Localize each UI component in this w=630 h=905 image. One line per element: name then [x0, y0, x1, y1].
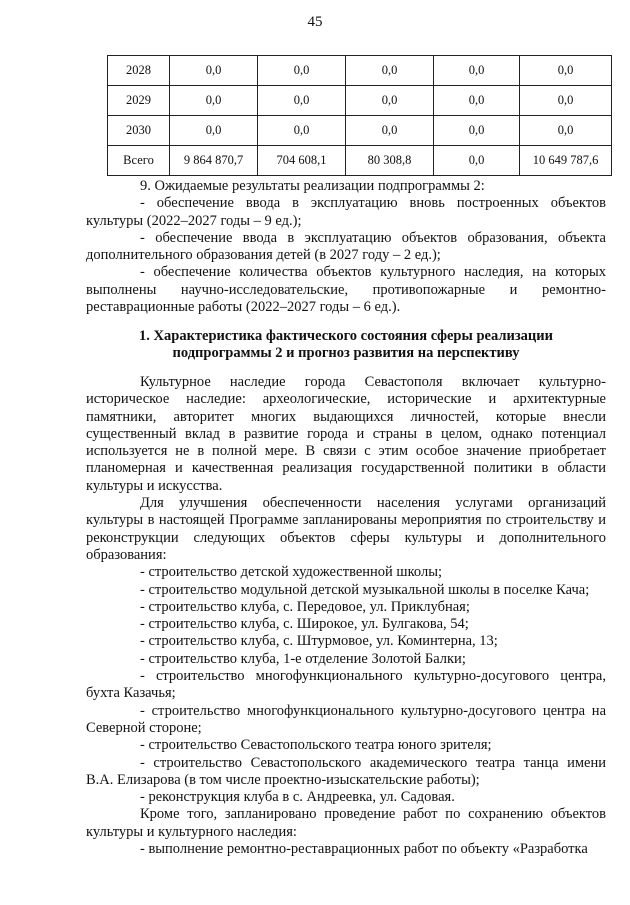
table-cell: 0,0: [258, 86, 346, 116]
list-item: - строительство многофункционального культурно-досугового центра, бухта Казачья;: [86, 668, 606, 702]
table-cell: 0,0: [434, 56, 520, 86]
paragraph: Для улучшения обеспеченности населения услугами организаций культуры в настоящей Программе запланированы мероприятия по строительству и реконструкции следующих объектов сферы культуры и дополнительного образования:: [86, 495, 606, 563]
table-cell: 0,0: [346, 86, 434, 116]
table-cell: 2029: [108, 86, 170, 116]
list-item: - строительство клуба, с. Широкое, ул. Булгакова, 54;: [140, 616, 469, 633]
section-title-line2: подпрограммы 2 и прогноз развития на перспективу: [172, 345, 520, 362]
table-row: [108, 86, 612, 116]
results-item: - обеспечение количества объектов культурного наследия, на которых выполнены научно-исследовательские, противопожарные и ремонтно-реставрационные работы (2022–2027 годы – 6 ед.).: [86, 264, 606, 316]
list-item: - строительство клуба, 1-е отделение Золотой Балки;: [140, 650, 466, 667]
table-cell: 0,0: [520, 86, 612, 116]
table-cell: 0,0: [434, 146, 520, 176]
table-cell: 0,0: [170, 116, 258, 146]
table-row: [108, 56, 612, 86]
list-item: - строительство модульной детской музыкальной школы в поселке Кача;: [140, 581, 590, 598]
table-cell: Всего: [108, 146, 170, 176]
table-cell: 80 308,8: [346, 146, 434, 176]
list-item: - строительство клуба, с. Штурмовое, ул. Коминтерна, 13;: [140, 633, 498, 650]
table-cell: 0,0: [170, 86, 258, 116]
table-cell: 0,0: [258, 116, 346, 146]
table-cell: 0,0: [434, 116, 520, 146]
table-row: [108, 146, 612, 176]
section-body: [86, 374, 606, 858]
table-cell: 0,0: [520, 56, 612, 86]
list-item: - строительство многофункционального культурно-досугового центра на Северной стороне;: [86, 702, 606, 736]
table-cell: 10 649 787,6: [520, 146, 612, 176]
table-row: [108, 116, 612, 146]
table-cell: 9 864 870,7: [170, 146, 258, 176]
table-cell: 0,0: [346, 56, 434, 86]
table-cell: 0,0: [170, 56, 258, 86]
results-heading: 9. Ожидаемые результаты реализации подпрограммы 2:: [140, 178, 485, 194]
table-cell: 0,0: [434, 86, 520, 116]
paragraph: - выполнение ремонтно-реставрационных работ по объекту «Разработка: [140, 841, 588, 858]
list-item: - строительство клуба, с. Передовое, ул. Приклубная;: [140, 598, 470, 615]
table-cell: 704 608,1: [258, 146, 346, 176]
table-cell: 0,0: [258, 56, 346, 86]
section-title-line1: 1. Характеристика фактического состояния сферы реализации: [139, 328, 553, 344]
list-item: - строительство детской художественной школы;: [140, 564, 442, 581]
table-cell: 2030: [108, 116, 170, 146]
list-item: - строительство Севастопольского академического театра танца имени В.А. Елизарова (в том числе проектно-изыскательские работы);: [86, 754, 606, 788]
list-item: - строительство Севастопольского театра юного зрителя;: [140, 737, 492, 754]
results-item: - обеспечение ввода в эксплуатацию вновь построенных объектов культуры (2022–2027 годы – 9 ед.);: [86, 195, 606, 229]
table-cell: 0,0: [346, 116, 434, 146]
section-heading: [86, 328, 606, 363]
table-cell: 2028: [108, 56, 170, 86]
list-item: - реконструкция клуба в с. Андреевка, ул. Садовая.: [140, 789, 455, 806]
expected-results: [86, 178, 606, 316]
paragraph: Культурное наследие города Севастополя включает культурно-историческое наследие: археологические, исторические и архитектурные памятники, авторитет многих выдающихся личностей, которые внесли существенный вклад в развитие города и страны в целом, однако потенциал используется не в полной мере. В связи с этим особое значение приобретает планомерная и качественная реализация государственной политики в области культуры и искусства.: [86, 374, 606, 494]
funding-table: [107, 55, 612, 176]
paragraph: Кроме того, запланировано проведение работ по сохранению объектов культуры и культурного наследия:: [86, 806, 606, 840]
results-item: - обеспечение ввода в эксплуатацию объектов образования, объекта дополнительного образования детей (в 2027 году – 2 ед.);: [86, 229, 606, 264]
page-number: 45: [307, 14, 323, 30]
table-cell: 0,0: [520, 116, 612, 146]
